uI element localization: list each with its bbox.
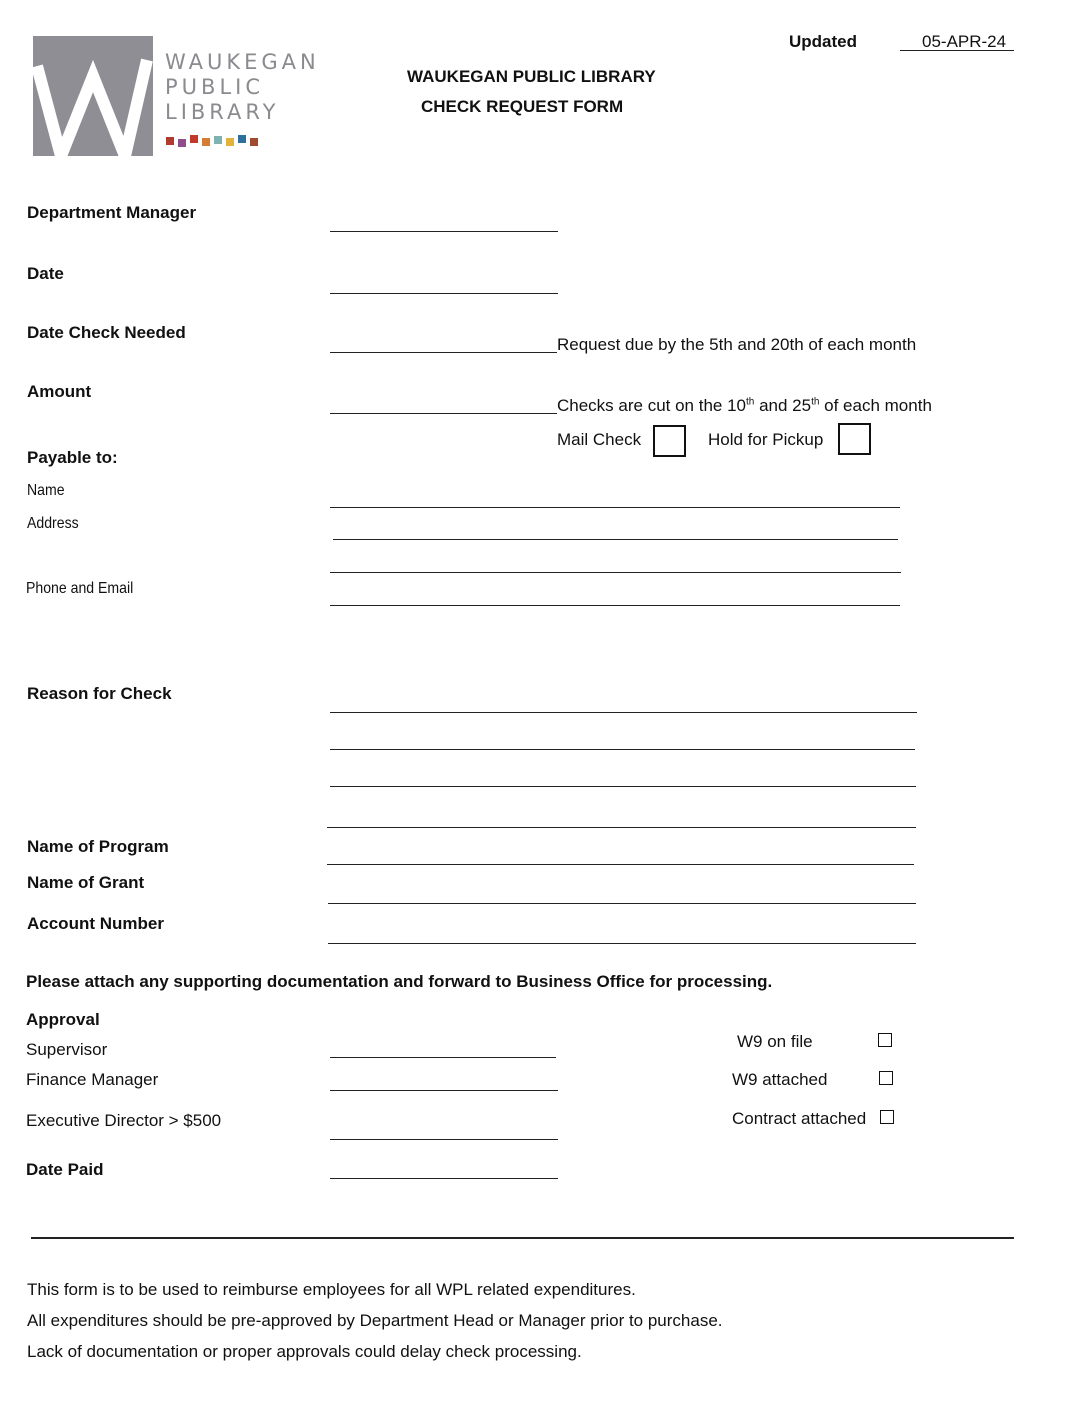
amount-label: Amount (27, 382, 92, 401)
hold-pickup-label: Hold for Pickup (708, 430, 824, 449)
footer-line-1: This form is to be used to reimburse employees for all WPL related expenditures. (27, 1280, 636, 1299)
request-due-note: Request due by the 5th and 20th of each month (557, 335, 917, 354)
date-paid-label: Date Paid (26, 1160, 104, 1179)
supervisor-label: Supervisor (26, 1040, 108, 1059)
logo-line-1: WAUKEGAN (165, 50, 320, 74)
finance-manager-signature-field[interactable] (330, 1090, 558, 1091)
updated-date: 05-APR-24 (922, 32, 1007, 51)
updated-date-underline (900, 50, 1014, 51)
phone-email-label: Phone and Email (26, 580, 134, 597)
date-check-needed-field[interactable] (330, 352, 557, 353)
address-label: Address (27, 515, 79, 532)
logo-square (178, 139, 186, 147)
footer-line-2: All expenditures should be pre-approved by Department Head or Manager prior to purchase. (27, 1311, 723, 1330)
amount-field[interactable] (330, 413, 557, 414)
checks-cut-note: Checks are cut on the 10th and 25th of each month (557, 396, 932, 415)
payable-to-label: Payable to: (27, 448, 118, 467)
hold-pickup-checkbox[interactable] (838, 423, 871, 455)
grant-field[interactable] (328, 903, 916, 904)
reason-label: Reason for Check (27, 684, 172, 703)
department-manager-label: Department Manager (27, 203, 197, 222)
address-field-line-1[interactable] (333, 539, 898, 540)
mail-check-label: Mail Check (557, 430, 642, 449)
w9-attached-checkbox[interactable] (879, 1071, 893, 1085)
program-field[interactable] (327, 864, 914, 865)
exec-director-signature-field[interactable] (330, 1139, 558, 1140)
updated-label: Updated (789, 32, 857, 51)
phone-email-field[interactable] (330, 605, 900, 606)
logo-square (238, 135, 246, 143)
grant-label: Name of Grant (27, 873, 145, 892)
logo-square (214, 136, 222, 144)
reason-field-line-2[interactable] (330, 749, 915, 750)
instruction-text: Please attach any supporting documentation and forward to Business Office for processing. (26, 972, 773, 991)
approval-heading: Approval (26, 1010, 100, 1029)
date-label: Date (27, 264, 64, 283)
w9-on-file-checkbox[interactable] (878, 1033, 892, 1047)
logo-w-icon (33, 36, 153, 156)
date-check-needed-label: Date Check Needed (27, 323, 186, 342)
logo-line-2: PUBLIC (165, 75, 264, 99)
name-field[interactable] (330, 507, 900, 508)
logo-w-block (33, 36, 153, 156)
exec-director-label: Executive Director > $500 (26, 1111, 222, 1130)
logo-square (202, 138, 210, 146)
contract-attached-label: Contract attached (732, 1109, 867, 1128)
program-label: Name of Program (27, 837, 169, 856)
department-manager-field[interactable] (330, 231, 558, 232)
w9-on-file-label: W9 on file (737, 1032, 813, 1051)
supervisor-signature-field[interactable] (330, 1057, 556, 1058)
account-field[interactable] (328, 943, 916, 944)
reason-field-line-1[interactable] (330, 712, 917, 713)
org-title: WAUKEGAN PUBLIC LIBRARY (407, 67, 656, 86)
form-title: CHECK REQUEST FORM (421, 97, 624, 116)
w9-attached-label: W9 attached (732, 1070, 828, 1089)
name-label: Name (27, 482, 65, 499)
logo-square (226, 138, 234, 146)
reason-field-line-4[interactable] (327, 827, 916, 828)
logo-square (250, 138, 258, 146)
date-paid-field[interactable] (330, 1178, 558, 1179)
footer-line-3: Lack of documentation or proper approvals could delay check processing. (27, 1342, 582, 1361)
reason-field-line-3[interactable] (330, 786, 916, 787)
footer-divider (31, 1237, 1014, 1239)
mail-check-checkbox[interactable] (653, 425, 686, 457)
account-label: Account Number (27, 914, 164, 933)
date-field[interactable] (330, 293, 558, 294)
contract-attached-checkbox[interactable] (880, 1110, 894, 1124)
logo-square (166, 137, 174, 145)
logo-square (190, 135, 198, 143)
logo-line-3: LIBRARY (165, 100, 280, 124)
address-field-line-2[interactable] (330, 572, 901, 573)
finance-manager-label: Finance Manager (26, 1070, 159, 1089)
